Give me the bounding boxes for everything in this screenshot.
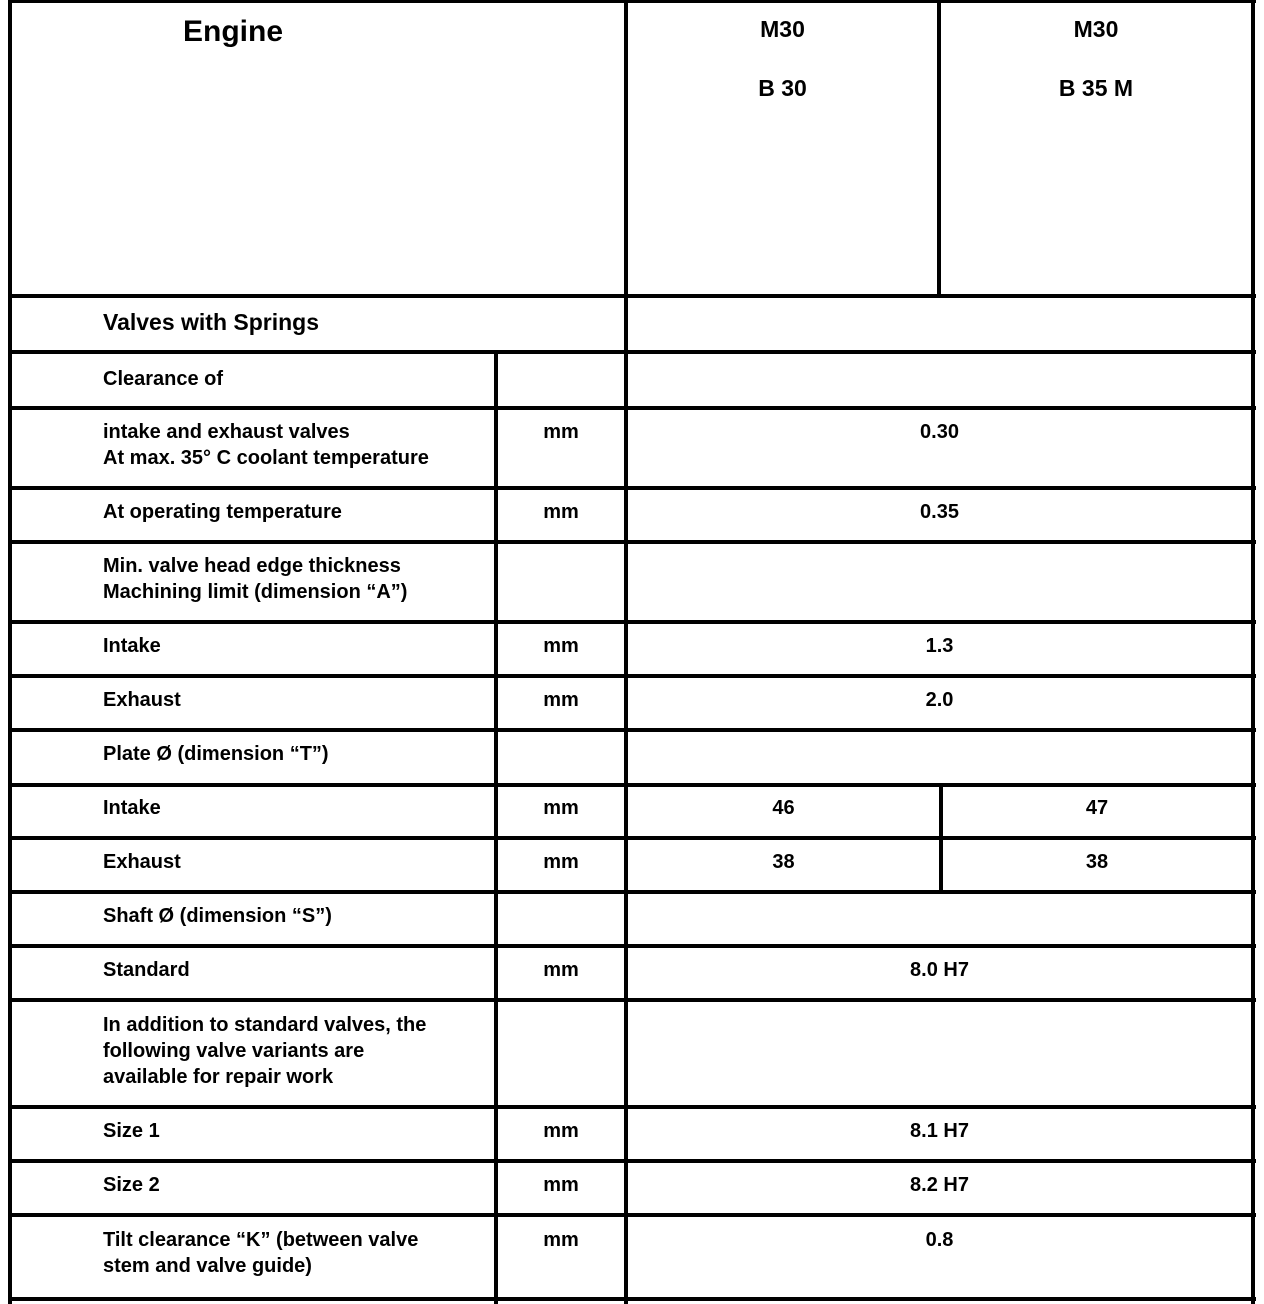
row-label: Intake [103, 797, 161, 819]
row-divider [8, 728, 1256, 732]
row-value-b35m: 47 [1085, 797, 1109, 819]
row-value: 8.2 H7 [910, 1174, 969, 1196]
row-divider [8, 836, 1256, 840]
row-label: Min. valve head edge thickness Machining limit (dimension “A”) [103, 555, 408, 603]
row-unit: mm [543, 635, 579, 657]
row-unit: mm [543, 797, 579, 819]
row-divider [8, 1213, 1256, 1217]
row-unit: mm [543, 851, 579, 873]
row-unit: mm [543, 421, 579, 443]
row-unit: mm [543, 501, 579, 523]
row-value: 0.8 [925, 1229, 954, 1251]
row-value: 8.0 H7 [910, 959, 969, 981]
row-label: Clearance of [103, 368, 224, 390]
row-label: Size 2 [103, 1174, 160, 1196]
row-value: 0.30 [920, 421, 959, 443]
row-divider [8, 540, 1256, 544]
row-divider [8, 620, 1256, 624]
row-unit: mm [543, 1174, 579, 1196]
row-label: Plate Ø (dimension “T”) [103, 743, 329, 765]
row-unit: mm [543, 689, 579, 711]
row-value: 2.0 [925, 689, 954, 711]
section-title: Valves with Springs [103, 309, 320, 335]
table-border-top [8, 0, 1256, 3]
row-value: 8.1 H7 [910, 1120, 969, 1142]
row-label: Size 1 [103, 1120, 160, 1142]
model-column-2-variant: B 35 M [1058, 75, 1134, 101]
row-value: 1.3 [925, 635, 954, 657]
row-divider [8, 1105, 1256, 1109]
row-label: intake and exhaust valves At max. 35° C coolant temperature [103, 421, 429, 469]
row-divider [8, 350, 1256, 354]
row-divider [8, 1297, 1256, 1301]
row-value-b30: 38 [772, 851, 795, 873]
row-label: Shaft Ø (dimension “S”) [103, 905, 332, 927]
row-value-b35m: 38 [1085, 851, 1109, 873]
model-column-1-model: M30 [760, 16, 805, 42]
row-unit: mm [543, 959, 579, 981]
model-column-1-variant: B 30 [758, 75, 807, 101]
row-label: Exhaust [103, 851, 181, 873]
row-label: At operating temperature [103, 501, 342, 523]
engine-header: Engine [183, 15, 284, 48]
row-value: 0.35 [920, 501, 959, 523]
row-label: Intake [103, 635, 161, 657]
row-divider [8, 998, 1256, 1002]
row-label: Standard [103, 959, 190, 981]
row-divider [8, 783, 1256, 787]
row-divider [8, 674, 1256, 678]
header-model-divider [937, 0, 941, 298]
row-unit: mm [543, 1229, 579, 1251]
row-unit: mm [543, 1120, 579, 1142]
row-divider [8, 486, 1256, 490]
row-label: Exhaust [103, 689, 181, 711]
row-label: In addition to standard valves, the following valve variants are available for repair work [103, 1014, 427, 1088]
row-label: Tilt clearance “K” (between valve stem and valve guide) [103, 1229, 419, 1277]
model-column-2-model: M30 [1073, 16, 1119, 42]
row-divider [8, 944, 1256, 948]
row-divider [8, 294, 1256, 298]
row-divider [8, 406, 1256, 410]
row-divider [8, 1159, 1256, 1163]
row-divider [8, 890, 1256, 894]
row-value-b30: 46 [772, 797, 795, 819]
